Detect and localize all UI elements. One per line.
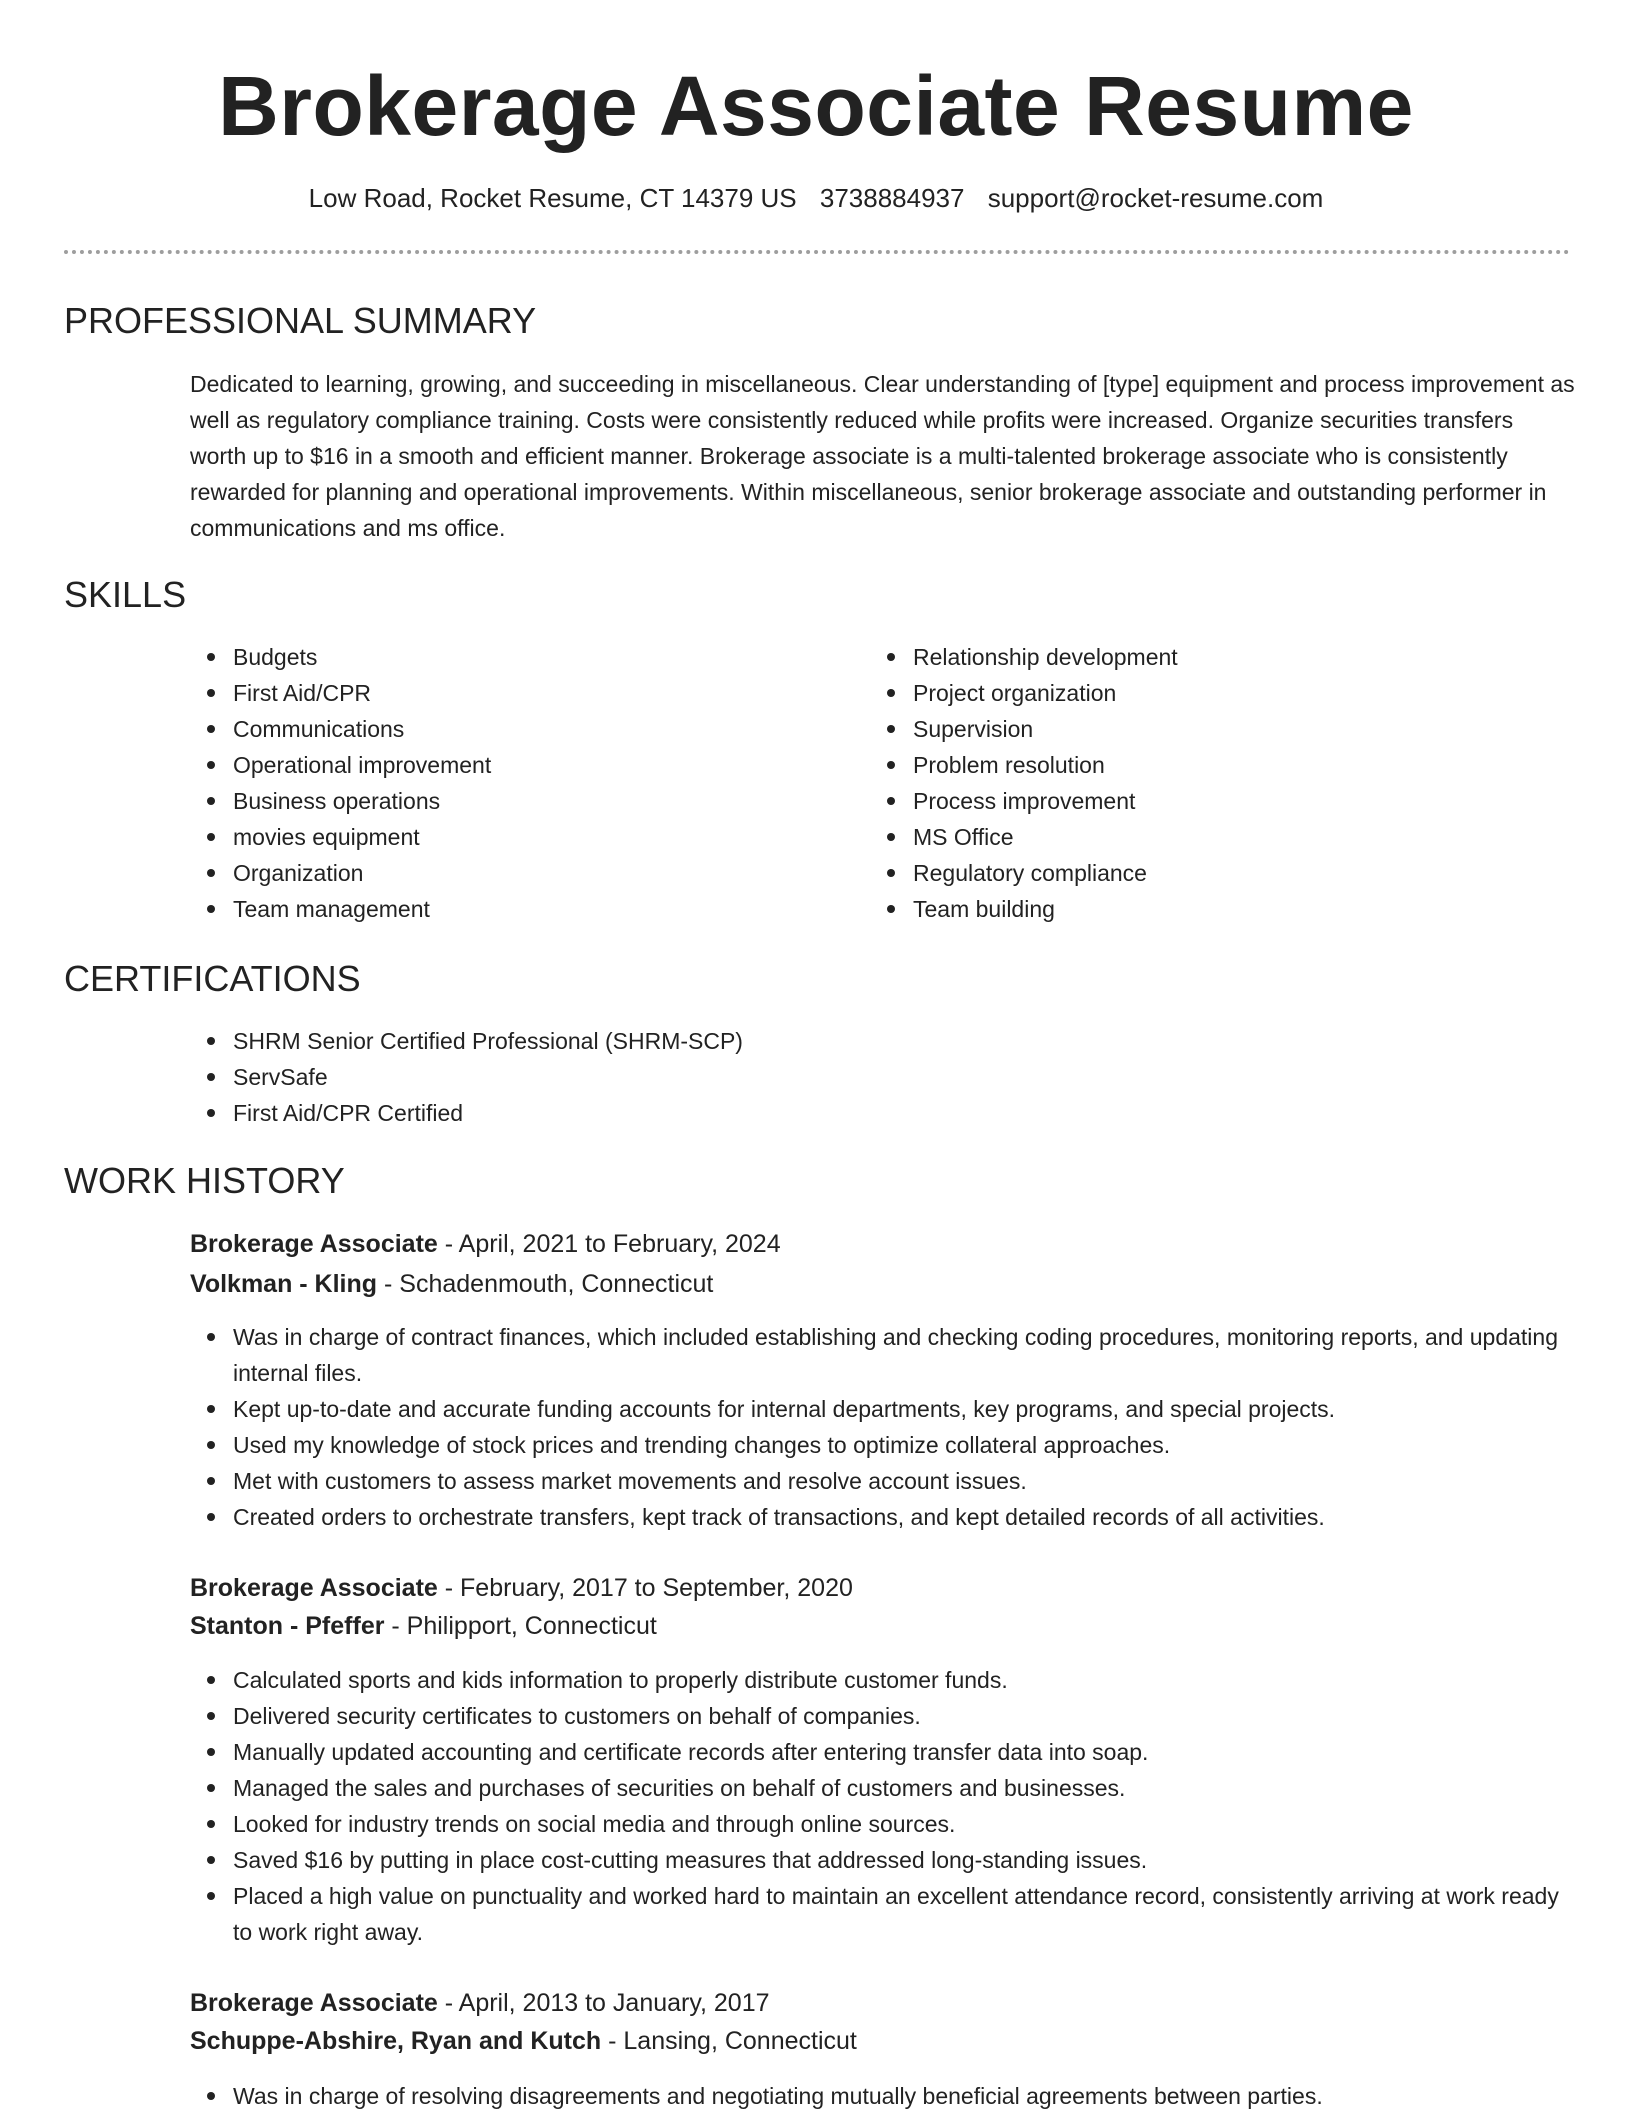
list-item: ServSafe — [190, 1059, 1390, 1095]
job-location: - Philipport, Connecticut — [384, 1612, 657, 1640]
list-item: MS Office — [870, 819, 1530, 855]
job-title: Brokerage Associate — [190, 1574, 438, 1602]
list-item: Relationship development — [870, 639, 1530, 675]
list-item: Managed the sales and purchases of securities on behalf of customers and businesses. — [190, 1770, 1580, 1806]
list-item: Manually updated accounting and certificate records after entering transfer data into soap. — [190, 1734, 1580, 1770]
list-item: Created orders to orchestrate transfers, kept track of transactions, and kept detailed records of all activities. — [190, 1499, 1580, 1535]
job-title-line — [190, 1226, 781, 1262]
job-bullets — [190, 2078, 1580, 2112]
contact-line — [0, 180, 1632, 216]
summary-text: Dedicated to learning, growing, and succeeding in miscellaneous. Clear understanding of [type] equipment and process improvement as well as regulatory compliance training. Costs were consistently reduced while profits were increased. Organize securities transfers worth up to $16 in a smooth and efficient manner. Brokerage associate is a multi-talented brokerage associate who is consistently rewarded for planning and operational improvements. Within miscellaneous, senior brokerage associate and outstanding performer in communications and ms office. — [190, 371, 1575, 541]
contact-email[interactable]: support@rocket-resume.com — [987, 183, 1324, 213]
list-item: Budgets — [190, 639, 850, 675]
list-item: SHRM Senior Certified Professional (SHRM-SCP) — [190, 1023, 1390, 1059]
list-item: movies equipment — [190, 819, 850, 855]
job-location: - Schadenmouth, Connecticut — [377, 1270, 714, 1298]
job-company-line — [190, 1266, 713, 1302]
list-item: Process improvement — [870, 783, 1530, 819]
skills-heading: SKILLS — [64, 574, 187, 615]
job-company: Stanton - Pfeffer — [190, 1612, 385, 1640]
job-company-line — [190, 2023, 857, 2059]
job-title: Brokerage Associate — [190, 1230, 438, 1258]
job-location: - Lansing, Connecticut — [601, 2027, 857, 2055]
contact-phone: 3738884937 — [819, 183, 965, 213]
skills-list-right — [870, 639, 1530, 927]
job-title-line — [190, 1570, 853, 1606]
job-dates: - April, 2013 to January, 2017 — [437, 1989, 770, 2017]
list-item: Business operations — [190, 783, 850, 819]
list-item: Delivered security certificates to customers on behalf of companies. — [190, 1698, 1580, 1734]
list-item: Was in charge of resolving disagreements and negotiating mutually beneficial agreements between parties. — [190, 2078, 1580, 2112]
job-dates: - April, 2021 to February, 2024 — [437, 1230, 781, 1258]
list-item: Was in charge of contract finances, which included establishing and checking coding procedures, monitoring reports, and updating internal files. — [190, 1319, 1580, 1391]
certifications-heading: CERTIFICATIONS — [64, 958, 361, 999]
list-item: Looked for industry trends on social media and through online sources. — [190, 1806, 1580, 1842]
job-title: Brokerage Associate — [190, 1989, 438, 2017]
list-item: First Aid/CPR Certified — [190, 1095, 1390, 1131]
header-divider — [64, 250, 1570, 254]
job-title-line — [190, 1985, 770, 2021]
list-item: Organization — [190, 855, 850, 891]
list-item: Saved $16 by putting in place cost-cutting measures that addressed long-standing issues. — [190, 1842, 1580, 1878]
certifications-list — [190, 1023, 1390, 1131]
list-item: Supervision — [870, 711, 1530, 747]
list-item: Operational improvement — [190, 747, 850, 783]
list-item: Placed a high value on punctuality and worked hard to maintain an excellent attendance record, consistently arriving at work ready to work right away. — [190, 1878, 1580, 1950]
page-title: Brokerage Associate Resume — [218, 59, 1414, 153]
list-item: Project organization — [870, 675, 1530, 711]
list-item: Problem resolution — [870, 747, 1530, 783]
job-bullets — [190, 1319, 1580, 1535]
list-item: Used my knowledge of stock prices and trending changes to optimize collateral approaches. — [190, 1427, 1580, 1463]
contact-address: Low Road, Rocket Resume, CT 14379 US — [308, 183, 797, 213]
job-company: Schuppe-Abshire, Ryan and Kutch — [190, 2027, 602, 2055]
list-item: Communications — [190, 711, 850, 747]
job-bullets — [190, 1662, 1580, 1950]
list-item: Kept up-to-date and accurate funding accounts for internal departments, key programs, and special projects. — [190, 1391, 1580, 1427]
job-company: Volkman - Kling — [190, 1270, 378, 1298]
skills-list-left — [190, 639, 850, 927]
list-item: Met with customers to assess market movements and resolve account issues. — [190, 1463, 1580, 1499]
list-item: Team building — [870, 891, 1530, 927]
work-history-heading: WORK HISTORY — [64, 1160, 345, 1201]
job-company-line — [190, 1608, 657, 1644]
list-item: Regulatory compliance — [870, 855, 1530, 891]
list-item: Calculated sports and kids information to properly distribute customer funds. — [190, 1662, 1580, 1698]
list-item: Team management — [190, 891, 850, 927]
list-item: First Aid/CPR — [190, 675, 850, 711]
summary-heading: PROFESSIONAL SUMMARY — [64, 300, 537, 341]
job-dates: - February, 2017 to September, 2020 — [437, 1574, 853, 1602]
